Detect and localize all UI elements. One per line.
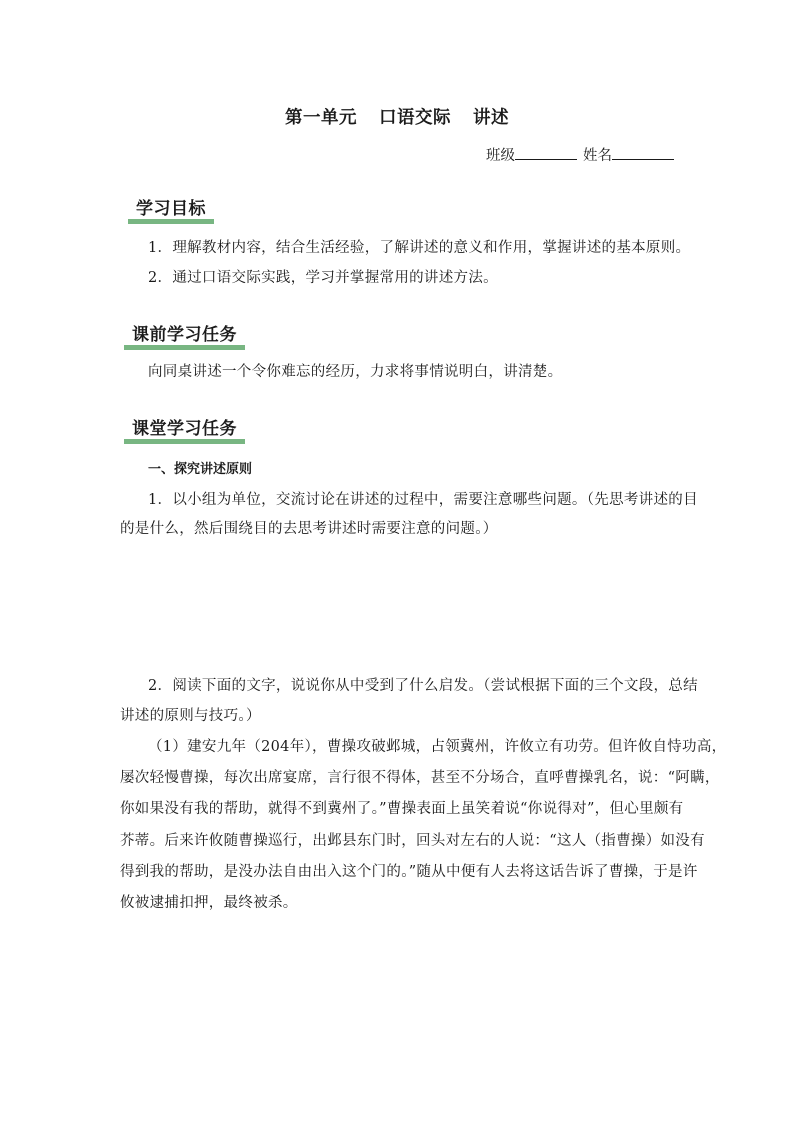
goal-item-1: 1．理解教材内容，结合生活经验，了解讲述的意义和作用，掌握讲述的基本原则。 xyxy=(148,240,691,256)
section-heading-in-class xyxy=(124,414,245,441)
name-blank[interactable] xyxy=(612,145,674,160)
title-subject: 讲述 xyxy=(473,108,509,128)
section-heading-pre-class xyxy=(124,320,245,347)
title-unit: 第一单元 xyxy=(285,108,357,128)
passage-1-line-5: 得到我的帮助，是没办法自由出入这个门的。”随从中便有人去将这话告诉了曹操，于是许 xyxy=(120,864,698,880)
heading-underline xyxy=(124,345,245,350)
passage-1-line-6: 攸被逮捕扣押，最终被杀。 xyxy=(120,895,298,911)
class-blank[interactable] xyxy=(515,145,577,160)
subsection-heading: 一、探究讲述原则 xyxy=(148,462,253,477)
passage-1-line-4: 芥蒂。后来许攸随曹操巡行，出邺县东门时，回头对左右的人说：“这人（指曹操）如没有 xyxy=(120,833,705,849)
passage-1-line-3: 你如果没有我的帮助，就得不到冀州了。”曹操表面上虽笑着说“你说得对”，但心里颇有 xyxy=(120,801,684,817)
section-heading-goals-label: 学习目标 xyxy=(136,199,206,219)
title-topic: 口语交际 xyxy=(379,108,451,128)
name-label: 姓名 xyxy=(583,148,612,164)
question-2-line-2: 讲述的原则与技巧。） xyxy=(120,708,261,724)
passage-1-line-2: 屡次轻慢曹操，每次出席宴席，言行很不得体，甚至不分场合，直呼曹操乳名，说：“阿瞒， xyxy=(120,770,720,786)
heading-underline xyxy=(128,219,214,224)
class-label: 班级 xyxy=(486,148,515,164)
passage-1-line-1: （1）建安九年（204年），曹操攻破邺城，占领冀州，许攸立有功劳。但许攸自恃功高， xyxy=(148,739,727,755)
student-info xyxy=(486,144,674,165)
question-1-line-1: 1．以小组为单位，交流讨论在讲述的过程中，需要注意哪些问题。（先思考讲述的目 xyxy=(148,492,698,508)
heading-underline xyxy=(124,439,245,444)
section-heading-goals xyxy=(128,194,214,221)
section-heading-pre-class-label: 课前学习任务 xyxy=(132,325,237,345)
question-2-line-1: 2．阅读下面的文字，说说你从中受到了什么启发。（尝试根据下面的三个文段，总结 xyxy=(148,678,698,694)
goal-item-2: 2．通过口语交际实践，学习并掌握常用的讲述方法。 xyxy=(148,270,498,286)
question-1-line-2: 的是什么，然后围绕目的去思考讲述时需要注意的问题。） xyxy=(120,521,498,537)
page-title xyxy=(0,104,794,129)
pre-class-task: 向同桌讲述一个令你难忘的经历，力求将事情说明白，讲清楚。 xyxy=(148,364,563,380)
section-heading-in-class-label: 课堂学习任务 xyxy=(132,419,237,439)
